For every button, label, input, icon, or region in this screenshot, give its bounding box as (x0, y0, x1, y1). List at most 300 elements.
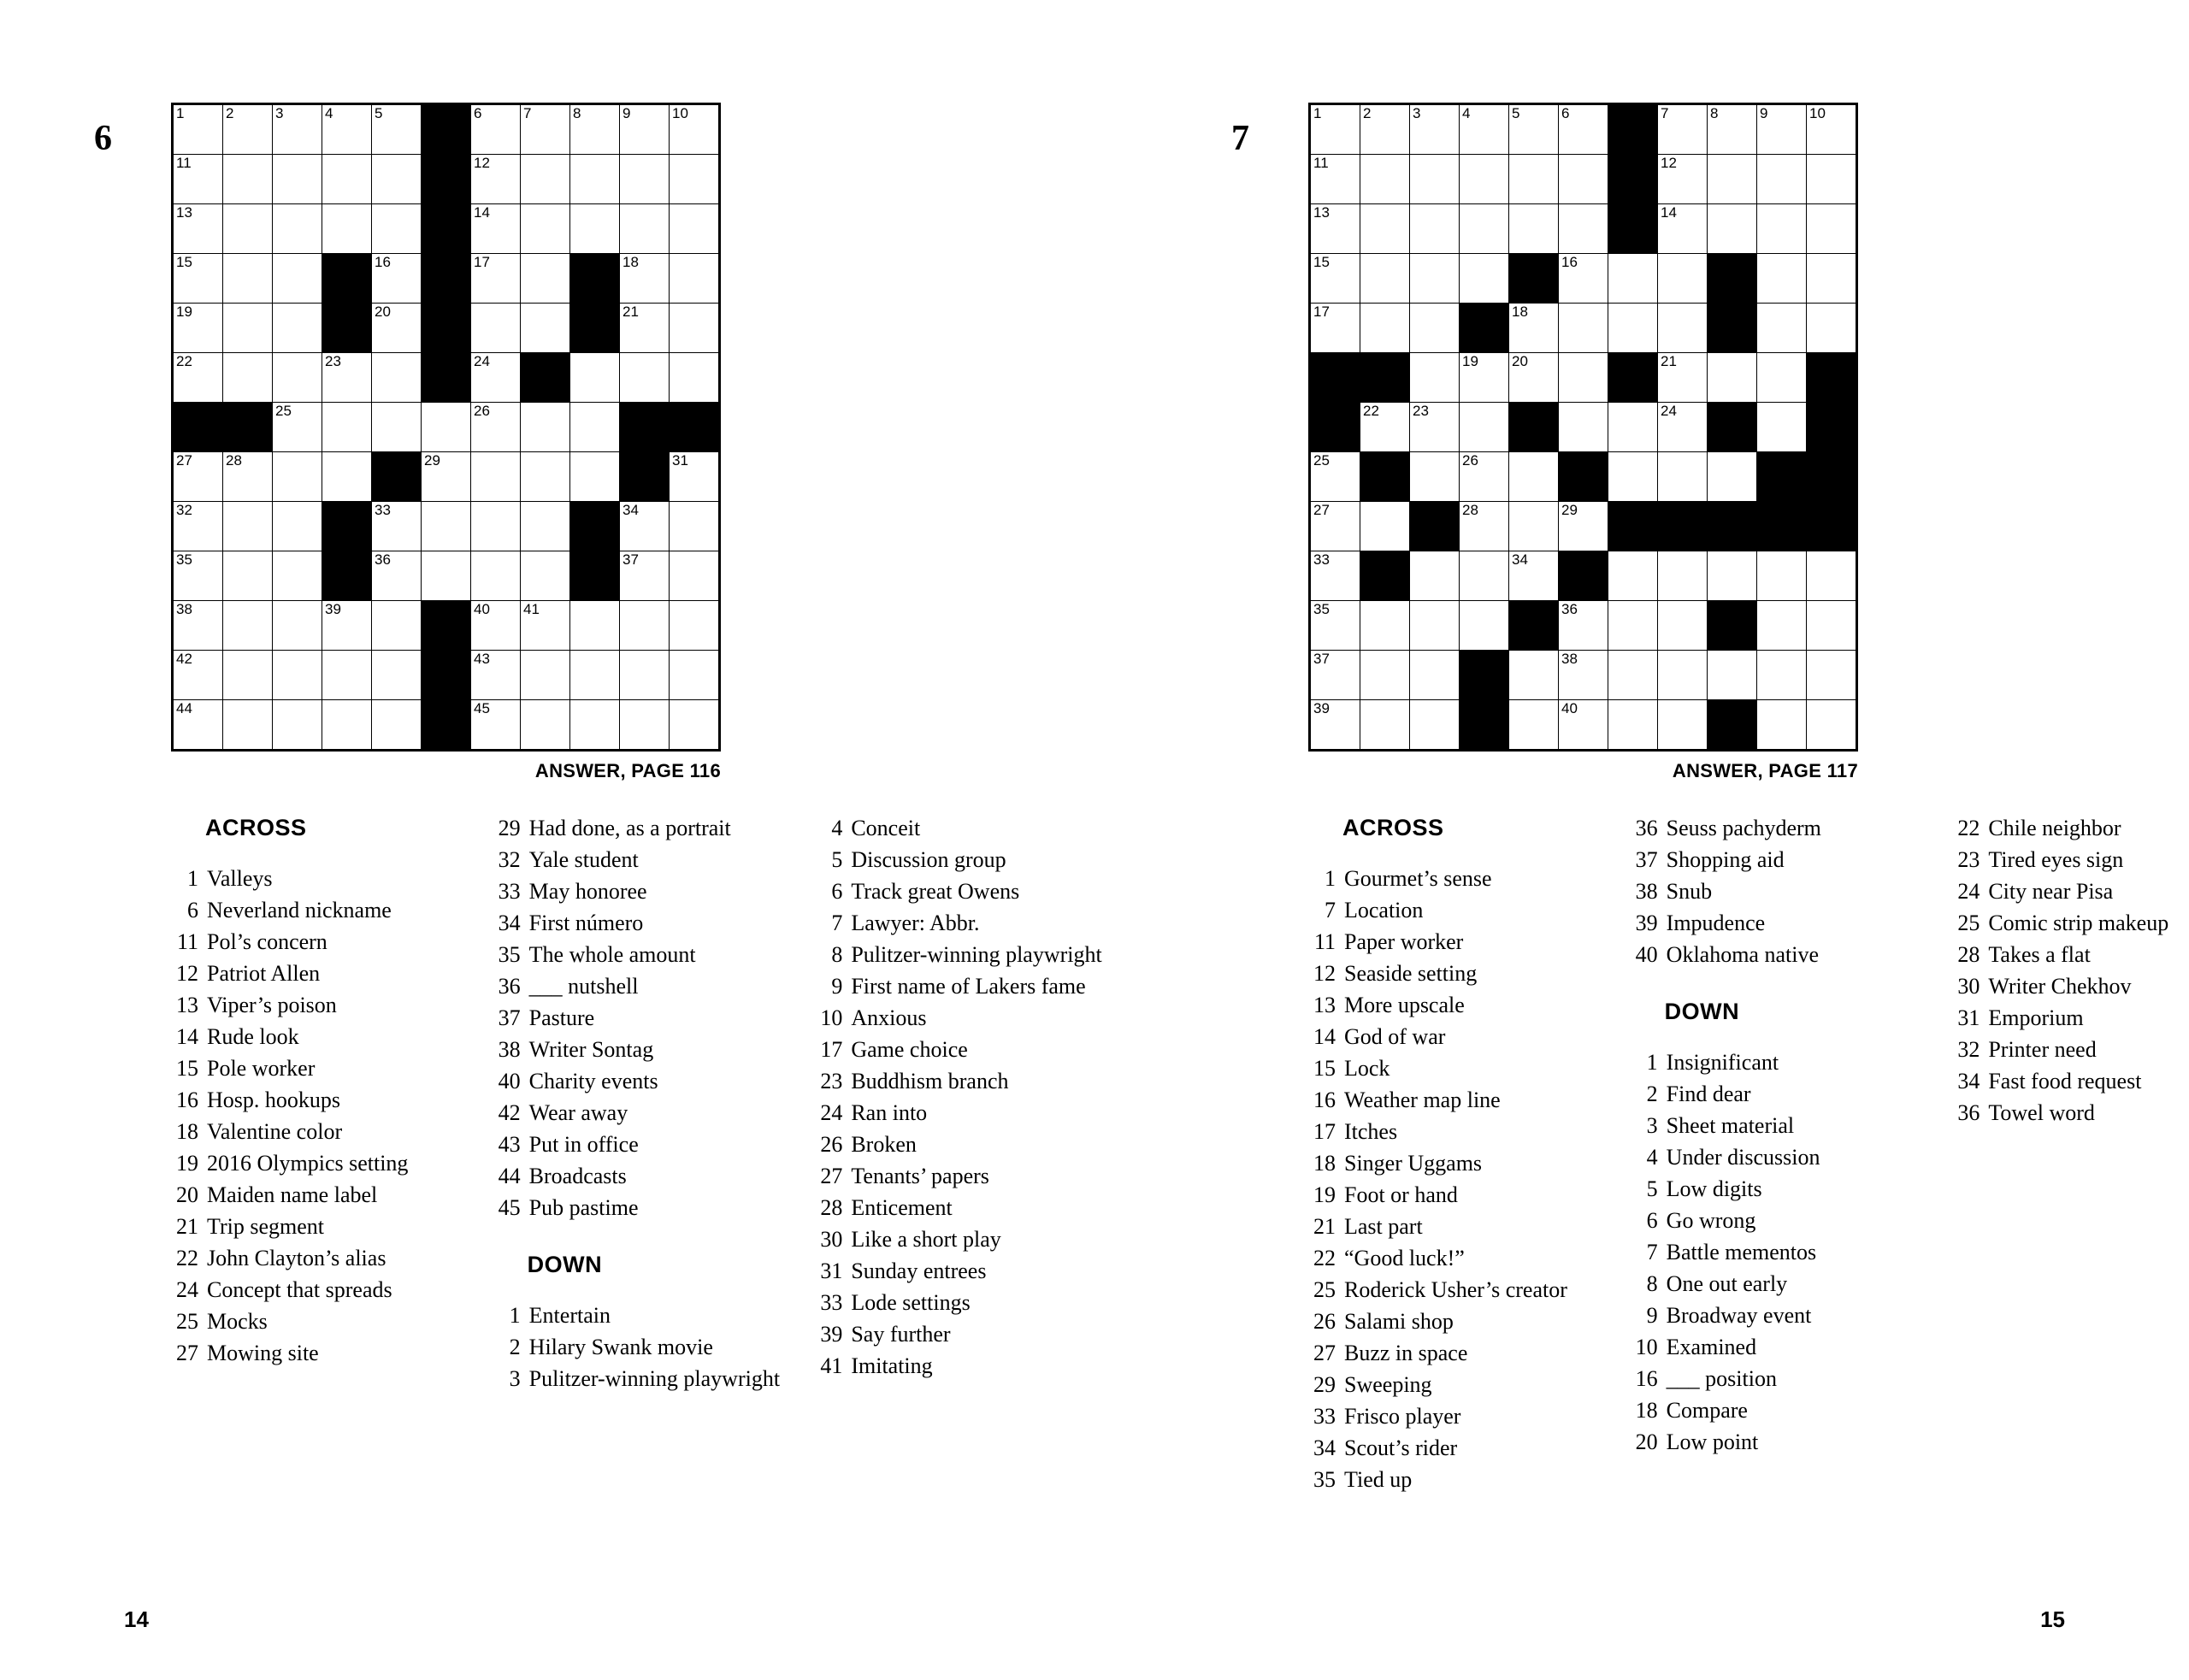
grid-cell[interactable] (1310, 651, 1360, 700)
grid-cell[interactable] (1559, 651, 1608, 700)
grid-cell-number: 26 (474, 403, 490, 419)
grid-cell[interactable] (1608, 452, 1658, 502)
grid-cell[interactable] (1559, 403, 1608, 452)
grid-cell[interactable] (1410, 254, 1460, 304)
grid-cell[interactable] (1559, 601, 1608, 651)
clue-number: 34 (1957, 1069, 1980, 1093)
grid-cell[interactable] (1658, 700, 1708, 751)
grid-cell-number: 4 (325, 105, 333, 121)
grid-cell[interactable] (173, 155, 223, 204)
grid-cell[interactable] (670, 551, 720, 601)
grid-cell[interactable] (620, 551, 670, 601)
grid-cell[interactable] (322, 353, 372, 403)
grid-cell[interactable] (471, 700, 521, 751)
grid-row (173, 104, 720, 155)
grid-cell[interactable] (173, 651, 223, 700)
clue-number: 22 (1957, 816, 1980, 840)
grid-cell[interactable] (620, 155, 670, 204)
grid-cell[interactable] (1757, 403, 1807, 452)
grid-cell[interactable] (1608, 700, 1658, 751)
grid-cell[interactable] (521, 452, 570, 502)
grid-cell[interactable] (322, 700, 372, 751)
grid-cell[interactable] (322, 601, 372, 651)
across-heading: ACROSS (1342, 815, 1444, 840)
grid-cell-block (521, 353, 570, 403)
clue-item (815, 875, 1120, 907)
grid-cell[interactable] (1757, 651, 1807, 700)
grid-cell[interactable] (223, 304, 273, 353)
grid-cell[interactable] (1460, 155, 1509, 204)
grid-cell[interactable] (670, 452, 720, 502)
grid-cell[interactable] (1658, 155, 1708, 204)
grid-cell-number: 35 (176, 551, 192, 568)
grid-cell[interactable] (670, 651, 720, 700)
grid-cell[interactable] (1460, 452, 1509, 502)
grid-cell[interactable] (670, 304, 720, 353)
grid-cell[interactable] (1460, 254, 1509, 304)
grid-cell[interactable] (223, 601, 273, 651)
grid-cell[interactable] (372, 551, 422, 601)
grid-cell[interactable] (372, 403, 422, 452)
grid-cell[interactable] (1410, 104, 1460, 155)
grid-cell[interactable] (273, 502, 322, 551)
grid-cell[interactable] (471, 104, 521, 155)
grid-cell[interactable] (322, 155, 372, 204)
clue-item (171, 958, 476, 989)
grid-cell-block (570, 254, 620, 304)
grid-cell[interactable] (372, 104, 422, 155)
grid-cell[interactable] (1807, 551, 1857, 601)
grid-cell[interactable] (521, 403, 570, 452)
grid-cell[interactable] (1509, 700, 1559, 751)
clue-item (1308, 1337, 1614, 1369)
grid-cell[interactable] (173, 304, 223, 353)
grid-cell[interactable] (670, 204, 720, 254)
grid-cell[interactable] (1757, 104, 1807, 155)
grid-cell[interactable] (1460, 403, 1509, 452)
grid-cell[interactable] (1310, 502, 1360, 551)
grid-cell[interactable] (223, 204, 273, 254)
grid-cell[interactable] (620, 254, 670, 304)
grid-cell-number: 18 (622, 254, 639, 270)
grid-cell-number: 26 (1462, 452, 1478, 469)
grid-cell[interactable] (422, 502, 471, 551)
grid-cell[interactable] (471, 403, 521, 452)
grid-cell[interactable] (1410, 155, 1460, 204)
clue-text: Broadcasts (528, 1164, 627, 1188)
grid-cell[interactable] (1509, 104, 1559, 155)
grid-cell[interactable] (471, 502, 521, 551)
grid-cell-number: 33 (1313, 551, 1330, 568)
clue-number: 25 (176, 1309, 198, 1334)
clue-item (1631, 1173, 1936, 1205)
grid-cell-number: 17 (1313, 304, 1330, 320)
grid-cell[interactable] (173, 700, 223, 751)
grid-cell[interactable] (1310, 551, 1360, 601)
grid-cell[interactable] (273, 452, 322, 502)
grid-cell[interactable] (1807, 700, 1857, 751)
grid-cell[interactable] (670, 700, 720, 751)
grid-cell[interactable] (1658, 254, 1708, 304)
grid-cell[interactable] (173, 204, 223, 254)
grid-cell[interactable] (1310, 204, 1360, 254)
grid-cell[interactable] (471, 452, 521, 502)
grid-cell[interactable] (1658, 551, 1708, 601)
grid-cell[interactable] (570, 353, 620, 403)
grid-cell[interactable] (1658, 452, 1708, 502)
grid-cell[interactable] (620, 353, 670, 403)
grid-cell[interactable] (1658, 651, 1708, 700)
grid-cell[interactable] (322, 104, 372, 155)
grid-cell[interactable] (273, 651, 322, 700)
grid-cell[interactable] (1559, 204, 1608, 254)
grid-cell[interactable] (1410, 353, 1460, 403)
grid-cell[interactable] (1509, 155, 1559, 204)
grid-cell[interactable] (372, 304, 422, 353)
grid-cell[interactable] (570, 204, 620, 254)
grid-cell[interactable] (1757, 254, 1807, 304)
crossword-grid-6[interactable] (171, 103, 721, 752)
grid-cell[interactable] (670, 353, 720, 403)
clue-item (493, 1034, 799, 1065)
grid-cell[interactable] (1559, 700, 1608, 751)
grid-cell[interactable] (1410, 452, 1460, 502)
grid-cell[interactable] (1559, 155, 1608, 204)
grid-cell[interactable] (1708, 651, 1757, 700)
grid-cell[interactable] (1658, 304, 1708, 353)
grid-cell[interactable] (1310, 452, 1360, 502)
grid-cell[interactable] (521, 700, 570, 751)
clue-number: 19 (1313, 1182, 1336, 1207)
grid-cell[interactable] (1310, 304, 1360, 353)
clue-text: Impudence (1666, 911, 1766, 935)
grid-cell[interactable] (1360, 304, 1410, 353)
grid-cell[interactable] (422, 403, 471, 452)
grid-cell-block (1708, 403, 1757, 452)
clue-item (815, 907, 1120, 939)
grid-cell[interactable] (570, 452, 620, 502)
grid-cell[interactable] (372, 700, 422, 751)
grid-cell[interactable] (372, 254, 422, 304)
grid-cell[interactable] (173, 353, 223, 403)
grid-cell[interactable] (521, 651, 570, 700)
grid-cell[interactable] (422, 452, 471, 502)
grid-cell[interactable] (1360, 601, 1410, 651)
grid-cell[interactable] (273, 304, 322, 353)
grid-cell[interactable] (1559, 353, 1608, 403)
grid-cell[interactable] (223, 651, 273, 700)
grid-cell[interactable] (322, 403, 372, 452)
grid-cell[interactable] (223, 551, 273, 601)
grid-row (173, 204, 720, 254)
grid-cell[interactable] (173, 601, 223, 651)
grid-cell[interactable] (471, 204, 521, 254)
clue-text: First name of Lakers fame (851, 974, 1086, 999)
grid-cell[interactable] (471, 353, 521, 403)
grid-cell[interactable] (471, 304, 521, 353)
grid-cell[interactable] (1460, 104, 1509, 155)
grid-cell[interactable] (670, 601, 720, 651)
grid-cell[interactable] (273, 204, 322, 254)
grid-cell[interactable] (372, 155, 422, 204)
grid-cell-number: 38 (176, 601, 192, 617)
grid-cell[interactable] (1757, 551, 1807, 601)
grid-cell[interactable] (1509, 353, 1559, 403)
grid-cell[interactable] (223, 104, 273, 155)
grid-cell[interactable] (471, 601, 521, 651)
clue-number: 12 (176, 961, 198, 986)
grid-cell[interactable] (1608, 601, 1658, 651)
grid-cell[interactable] (1559, 104, 1608, 155)
grid-cell[interactable] (1509, 551, 1559, 601)
grid-cell[interactable] (1708, 155, 1757, 204)
grid-cell[interactable] (1460, 353, 1509, 403)
grid-cell[interactable] (273, 403, 322, 452)
grid-cell[interactable] (322, 204, 372, 254)
grid-cell[interactable] (1757, 601, 1807, 651)
grid-cell[interactable] (1360, 104, 1410, 155)
grid-cell[interactable] (1807, 304, 1857, 353)
clue-number: 9 (1646, 1303, 1658, 1328)
grid-cell[interactable] (223, 353, 273, 403)
grid-cell[interactable] (1310, 104, 1360, 155)
grid-cell[interactable] (1658, 204, 1708, 254)
crossword-grid-7[interactable] (1308, 103, 1858, 752)
grid-cell[interactable] (1360, 155, 1410, 204)
grid-cell[interactable] (1608, 254, 1658, 304)
grid-cell[interactable] (1410, 551, 1460, 601)
clue-item (171, 1147, 476, 1179)
grid-cell[interactable] (1360, 204, 1410, 254)
grid-cell-number: 6 (1561, 105, 1570, 121)
grid-cell[interactable] (173, 551, 223, 601)
grid-cell[interactable] (670, 502, 720, 551)
grid-cell[interactable] (1757, 353, 1807, 403)
grid-cell[interactable] (620, 502, 670, 551)
grid-cell[interactable] (1757, 304, 1807, 353)
grid-cell[interactable] (1757, 155, 1807, 204)
grid-cell[interactable] (1559, 304, 1608, 353)
clue-item (171, 1052, 476, 1084)
grid-cell[interactable] (1310, 700, 1360, 751)
grid-row (1310, 601, 1857, 651)
clue-number: 28 (820, 1195, 843, 1220)
grid-cell[interactable] (223, 502, 273, 551)
grid-cell[interactable] (620, 601, 670, 651)
grid-cell[interactable] (422, 551, 471, 601)
grid-cell-number: 44 (176, 700, 192, 716)
clue-number: 37 (498, 1005, 521, 1030)
clue-text: Examined (1666, 1335, 1757, 1359)
clue-number: 1 (509, 1303, 521, 1328)
grid-cell[interactable] (620, 651, 670, 700)
clue-number: 4 (831, 816, 843, 840)
grid-cell[interactable] (173, 452, 223, 502)
grid-cell[interactable] (670, 104, 720, 155)
grid-cell[interactable] (372, 204, 422, 254)
grid-cell[interactable] (1807, 104, 1857, 155)
grid-cell[interactable] (471, 254, 521, 304)
grid-cell[interactable] (1360, 403, 1410, 452)
grid-cell[interactable] (521, 551, 570, 601)
grid-row (1310, 651, 1857, 700)
grid-cell[interactable] (1410, 601, 1460, 651)
clue-item (1308, 1432, 1614, 1464)
grid-cell[interactable] (620, 304, 670, 353)
grid-cell[interactable] (1509, 502, 1559, 551)
clue-text: Takes a flat (1988, 942, 2091, 967)
clue-text: Pulitzer-winning playwright (851, 942, 1102, 967)
grid-cell[interactable] (521, 104, 570, 155)
grid-cell[interactable] (223, 155, 273, 204)
grid-cell[interactable] (570, 700, 620, 751)
grid-cell-number: 24 (1661, 403, 1677, 419)
grid-cell[interactable] (1460, 551, 1509, 601)
grid-cell[interactable] (173, 502, 223, 551)
clue-column-1 (1308, 812, 1631, 1495)
clue-item (815, 939, 1120, 970)
grid-cell[interactable] (570, 403, 620, 452)
grid-cell[interactable] (620, 700, 670, 751)
grid-cell[interactable] (521, 204, 570, 254)
grid-cell[interactable] (322, 651, 372, 700)
grid-row (173, 254, 720, 304)
grid-cell[interactable] (273, 104, 322, 155)
clue-item (1308, 1084, 1614, 1116)
grid-cell[interactable] (1807, 204, 1857, 254)
grid-cell[interactable] (1608, 304, 1658, 353)
grid-cell[interactable] (273, 551, 322, 601)
grid-cell[interactable] (670, 254, 720, 304)
grid-cell[interactable] (1360, 254, 1410, 304)
clue-text: Last part (1344, 1214, 1423, 1239)
grid-cell[interactable] (570, 155, 620, 204)
grid-cell[interactable] (223, 700, 273, 751)
grid-cell[interactable] (1708, 353, 1757, 403)
grid-cell[interactable] (1509, 651, 1559, 700)
grid-cell[interactable] (273, 700, 322, 751)
grid-cell[interactable] (1757, 204, 1807, 254)
clue-item (1631, 1331, 1936, 1363)
grid-cell[interactable] (1708, 204, 1757, 254)
grid-cell-number: 6 (474, 105, 482, 121)
grid-cell[interactable] (521, 304, 570, 353)
grid-cell[interactable] (1658, 403, 1708, 452)
grid-cell[interactable] (1807, 601, 1857, 651)
grid-cell[interactable] (1310, 155, 1360, 204)
grid-row (173, 551, 720, 601)
grid-cell[interactable] (620, 204, 670, 254)
grid-cell[interactable] (1658, 353, 1708, 403)
grid-cell[interactable] (1310, 601, 1360, 651)
grid-cell[interactable] (372, 601, 422, 651)
grid-cell[interactable] (223, 254, 273, 304)
grid-cell[interactable] (1410, 403, 1460, 452)
clue-text: Sweeping (1344, 1372, 1432, 1397)
grid-cell[interactable] (471, 551, 521, 601)
grid-cell[interactable] (620, 104, 670, 155)
grid-cell[interactable] (471, 155, 521, 204)
grid-cell[interactable] (521, 601, 570, 651)
grid-cell[interactable] (322, 452, 372, 502)
grid-cell[interactable] (173, 254, 223, 304)
grid-cell[interactable] (1658, 601, 1708, 651)
grid-cell[interactable] (1360, 651, 1410, 700)
crossword-table (1308, 103, 1858, 752)
grid-cell[interactable] (1559, 254, 1608, 304)
grid-cell-block (422, 204, 471, 254)
grid-cell[interactable] (1509, 204, 1559, 254)
grid-cell[interactable] (1410, 204, 1460, 254)
grid-cell[interactable] (1757, 700, 1807, 751)
grid-cell[interactable] (173, 104, 223, 155)
clue-text: Valentine color (207, 1119, 343, 1144)
grid-cell[interactable] (1460, 502, 1509, 551)
grid-cell[interactable] (1509, 304, 1559, 353)
grid-cell[interactable] (521, 502, 570, 551)
grid-cell[interactable] (1708, 551, 1757, 601)
grid-cell[interactable] (1410, 700, 1460, 751)
grid-cell[interactable] (1658, 104, 1708, 155)
clue-number: 27 (1313, 1341, 1336, 1365)
grid-cell-block (1460, 304, 1509, 353)
grid-cell-number: 39 (1313, 700, 1330, 716)
grid-cell[interactable] (1807, 155, 1857, 204)
answer-page-note: ANSWER, PAGE 117 (1672, 760, 1858, 781)
grid-cell[interactable] (670, 155, 720, 204)
grid-cell[interactable] (372, 502, 422, 551)
grid-cell[interactable] (273, 601, 322, 651)
grid-cell[interactable] (1310, 254, 1360, 304)
grid-cell[interactable] (1807, 254, 1857, 304)
grid-cell[interactable] (1460, 601, 1509, 651)
clue-text: Tired eyes sign (1988, 847, 2124, 872)
clue-number: 6 (1646, 1208, 1658, 1233)
grid-cell[interactable] (570, 651, 620, 700)
grid-cell[interactable] (372, 353, 422, 403)
grid-cell[interactable] (1608, 551, 1658, 601)
grid-cell[interactable] (1460, 204, 1509, 254)
grid-cell[interactable] (1608, 403, 1658, 452)
grid-cell[interactable] (570, 104, 620, 155)
grid-cell[interactable] (1708, 104, 1757, 155)
grid-cell[interactable] (1509, 452, 1559, 502)
grid-cell[interactable] (273, 353, 322, 403)
grid-cell[interactable] (521, 254, 570, 304)
grid-cell[interactable] (1410, 304, 1460, 353)
grid-cell[interactable] (273, 254, 322, 304)
grid-cell[interactable] (1559, 502, 1608, 551)
grid-cell[interactable] (223, 452, 273, 502)
grid-cell[interactable] (1360, 502, 1410, 551)
grid-cell[interactable] (1360, 700, 1410, 751)
clue-item (1952, 1097, 2189, 1129)
grid-cell[interactable] (273, 155, 322, 204)
grid-cell[interactable] (1708, 452, 1757, 502)
clue-item (815, 1034, 1120, 1065)
grid-cell[interactable] (1608, 651, 1658, 700)
clue-text: Emporium (1988, 1005, 2084, 1030)
grid-cell[interactable] (372, 651, 422, 700)
grid-cell[interactable] (521, 155, 570, 204)
clue-number: 33 (1313, 1404, 1336, 1429)
grid-cell[interactable] (1410, 651, 1460, 700)
grid-cell[interactable] (471, 651, 521, 700)
clue-text: Foot or hand (1344, 1182, 1458, 1207)
grid-cell[interactable] (570, 601, 620, 651)
clue-text: Buddhism branch (851, 1069, 1009, 1093)
grid-cell[interactable] (1807, 651, 1857, 700)
